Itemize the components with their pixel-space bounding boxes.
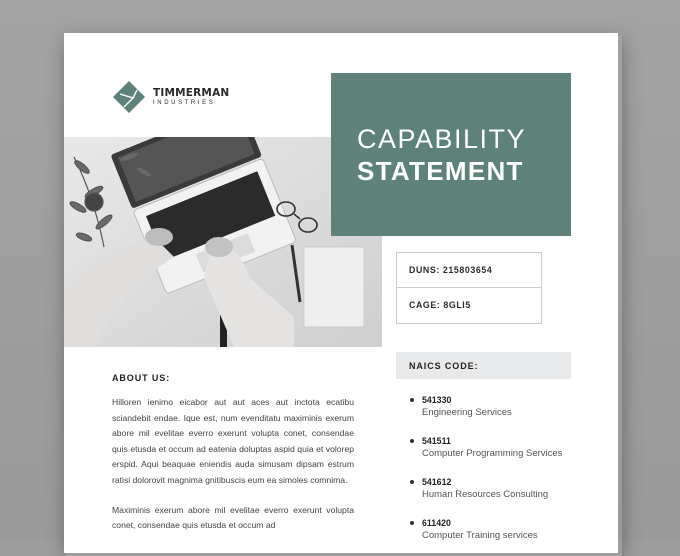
- document-page: [64, 33, 618, 553]
- naics-heading: [396, 352, 571, 379]
- list-item: [410, 394, 610, 435]
- naics-description: Computer Programming Services: [422, 448, 563, 459]
- about-paragraph-2: Maximinis exerum abore mil evelitae everro exerunt volupta conet, consendae quis etusda et occum ad: [112, 504, 354, 531]
- title-line-2: STATEMENT: [357, 156, 524, 186]
- bullet-icon: [410, 480, 414, 484]
- list-item: [410, 435, 610, 476]
- naics-heading-label: NAICS CODE:: [409, 360, 479, 371]
- cage-code: CAGE: 8GLI5: [397, 287, 541, 322]
- naics-description: Computer Training services: [422, 530, 538, 541]
- naics-list: [410, 394, 610, 553]
- company-logo: [112, 80, 229, 114]
- title-line-1: CAPABILITY: [357, 124, 527, 154]
- list-item: [410, 517, 610, 553]
- identifier-box: [396, 252, 542, 324]
- naics-code: 541330: [422, 395, 452, 405]
- naics-description: Human Resources Consulting: [422, 489, 549, 500]
- bullet-icon: [410, 398, 414, 402]
- bullet-icon: [410, 521, 414, 525]
- naics-code: 611420: [422, 518, 451, 528]
- about-heading: ABOUT US:: [112, 373, 171, 383]
- logo-subtitle: INDUSTRIES: [153, 99, 216, 106]
- naics-code: 541511: [422, 436, 451, 446]
- logo-name: TIMMERMAN: [153, 86, 230, 99]
- title-banner: [331, 73, 571, 236]
- list-item: [410, 476, 610, 517]
- naics-description: Engineering Services: [422, 407, 512, 418]
- about-paragraph-1: Hilloren ienimo eicabor aut aut aces aut inctota ecatibu sciandebit endae. Ique est, num evenditatu maximinis exerum abore mil evelitae everro exerunt volupta conet, consendae quis etusda et occum ad eatenia doluptas aspid quia et volorep erspid. Aqui beaquae eniendis auda simusam dipsam estrum ratisi dolorovit magnima gnitibuscis eum ea simoles comnima.: [112, 397, 354, 485]
- diamond-logo-icon: [112, 80, 146, 114]
- about-body: [112, 395, 354, 548]
- naics-code: 541612: [422, 477, 452, 487]
- bullet-icon: [410, 439, 414, 443]
- duns-number: DUNS: 215803654: [409, 265, 493, 275]
